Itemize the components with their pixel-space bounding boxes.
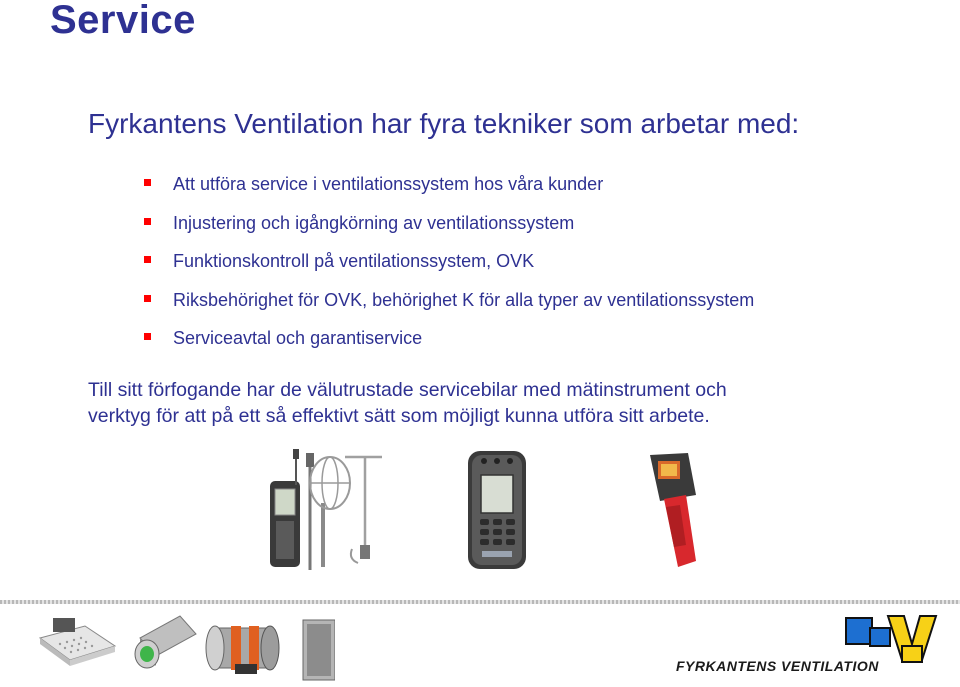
square-bullet-icon <box>144 218 151 225</box>
thermal-camera-icon <box>650 453 696 567</box>
bullet-text: Serviceavtal och garantiservice <box>173 328 423 348</box>
square-bullet-icon <box>144 295 151 302</box>
logo-text: FYRKANTENS VENTILATION <box>676 658 879 674</box>
square-bullet-icon <box>144 256 151 263</box>
ceiling-diffuser-icon <box>40 618 115 666</box>
measuring-instruments-image <box>0 445 960 575</box>
square-bullet-icon <box>144 179 151 186</box>
slide-title: Service <box>50 0 196 42</box>
paragraph-line: verktyg för att på ett så effektivt sätt som möjligt kunna utföra sitt arbete. <box>88 405 710 427</box>
rectangular-duct-icon <box>303 620 335 680</box>
bullet-text: Injustering och igångkörning av ventilationssystem <box>173 212 575 233</box>
slide-subtitle: Fyrkantens Ventilation har fyra tekniker som arbetar med: <box>88 108 800 139</box>
description-paragraph <box>88 377 908 429</box>
bullet-item <box>140 286 754 325</box>
bullet-text: Funktionskontroll på ventilationssystem, OVK <box>173 251 535 271</box>
anemometer-instrument-icon <box>270 449 382 570</box>
manometer-instrument-icon <box>468 451 526 569</box>
square-bullet-icon <box>144 333 151 340</box>
air-valve-icon <box>135 616 196 668</box>
duct-damper-icon <box>206 626 279 674</box>
bullet-item <box>140 170 754 209</box>
bullet-text: Riksbehörighet för OVK, behörighet K för alla typer av ventilationssystem <box>173 289 755 310</box>
footer-divider <box>0 600 960 604</box>
paragraph-line: Till sitt förfogande har de välutrustade servicebilar med mätinstrument och <box>88 379 727 401</box>
ventilation-products-image <box>35 608 335 687</box>
bullet-text: Att utföra service i ventilationssystem hos våra kunder <box>173 174 604 194</box>
bullet-list <box>140 170 754 363</box>
bullet-item <box>140 324 754 363</box>
bullet-item <box>140 209 754 248</box>
bullet-item <box>140 247 754 286</box>
